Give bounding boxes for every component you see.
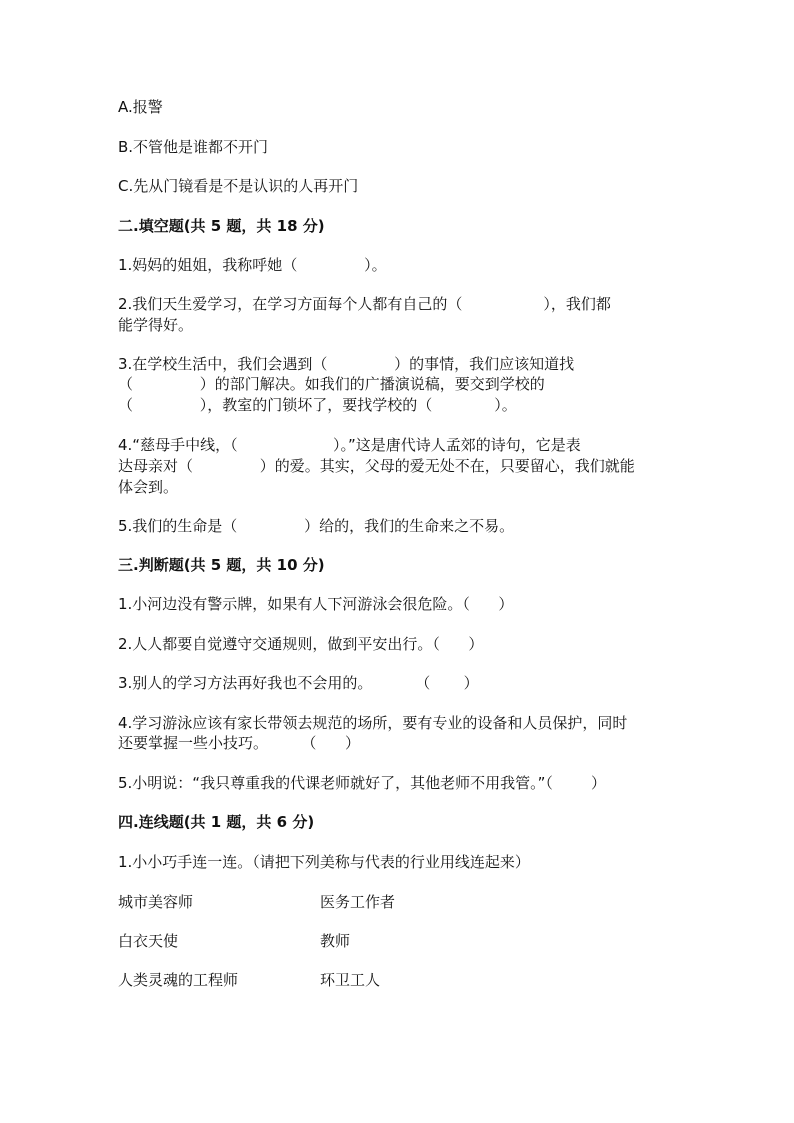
- option-b: B.不管他是谁都不开门: [118, 138, 269, 156]
- option-a: A.报警: [118, 98, 163, 116]
- section-heading-fill-blank: 二.填空题(共 5 题，共 18 分): [118, 217, 325, 235]
- match-q1: 1.小小巧手连一连。（请把下列美称与代表的行业用线连起来）: [118, 853, 530, 871]
- fill-q2-line2: 能学得好。: [118, 316, 194, 334]
- fill-q4-line3: 体会到。: [118, 478, 179, 496]
- judge-q4-line2: 还要掌握一些小技巧。 （ ）: [118, 734, 360, 752]
- match-right-item: 医务工作者: [320, 893, 396, 911]
- section-heading-match: 四.连线题(共 1 题，共 6 分): [118, 813, 315, 831]
- fill-q4-line1: 4.“慈母手中线，（ ）。”这是唐代诗人孟郊的诗句，它是表: [118, 436, 581, 454]
- match-right-item: 环卫工人: [320, 971, 381, 989]
- fill-q5: 5.我们的生命是（ ）给的，我们的生命来之不易。: [118, 517, 515, 535]
- section-heading-judge: 三.判断题(共 5 题，共 10 分): [118, 556, 325, 574]
- judge-q1: 1.小河边没有警示牌，如果有人下河游泳会很危险。（ ）: [118, 595, 514, 613]
- match-left-item: 白衣天使: [118, 932, 179, 950]
- fill-q3-line1: 3.在学校生活中，我们会遇到（ ）的事情，我们应该知道找: [118, 355, 575, 373]
- fill-q1: 1.妈妈的姐姐，我称呼她（ ）。: [118, 256, 387, 274]
- match-left-item: 城市美容师: [118, 893, 194, 911]
- match-left-item: 人类灵魂的工程师: [118, 971, 239, 989]
- option-c: C.先从门镜看是不是认识的人再开门: [118, 177, 359, 195]
- judge-q4-line1: 4.学习游泳应该有家长带领去规范的场所，要有专业的设备和人员保护，同时: [118, 714, 628, 732]
- match-right-item: 教师: [320, 932, 351, 950]
- judge-q5: 5.小明说：“我只尊重我的代课老师就好了，其他老师不用我管。”（ ）: [118, 774, 607, 792]
- judge-q3: 3.别人的学习方法再好我也不会用的。 （ ）: [118, 674, 479, 692]
- fill-q4-line2: 达母亲对（ ）的爱。其实，父母的爱无处不在，只要留心，我们就能: [118, 457, 635, 475]
- fill-q3-line2: （ ）的部门解决。如我们的广播演说稿，要交到学校的: [118, 375, 545, 393]
- fill-q3-line3: （ ），教室的门锁坏了，要找学校的（ ）。: [118, 396, 517, 414]
- judge-q2: 2.人人都要自觉遵守交通规则，做到平安出行。（ ）: [118, 635, 484, 653]
- fill-q2-line1: 2.我们天生爱学习，在学习方面每个人都有自己的（ ），我们都: [118, 295, 611, 313]
